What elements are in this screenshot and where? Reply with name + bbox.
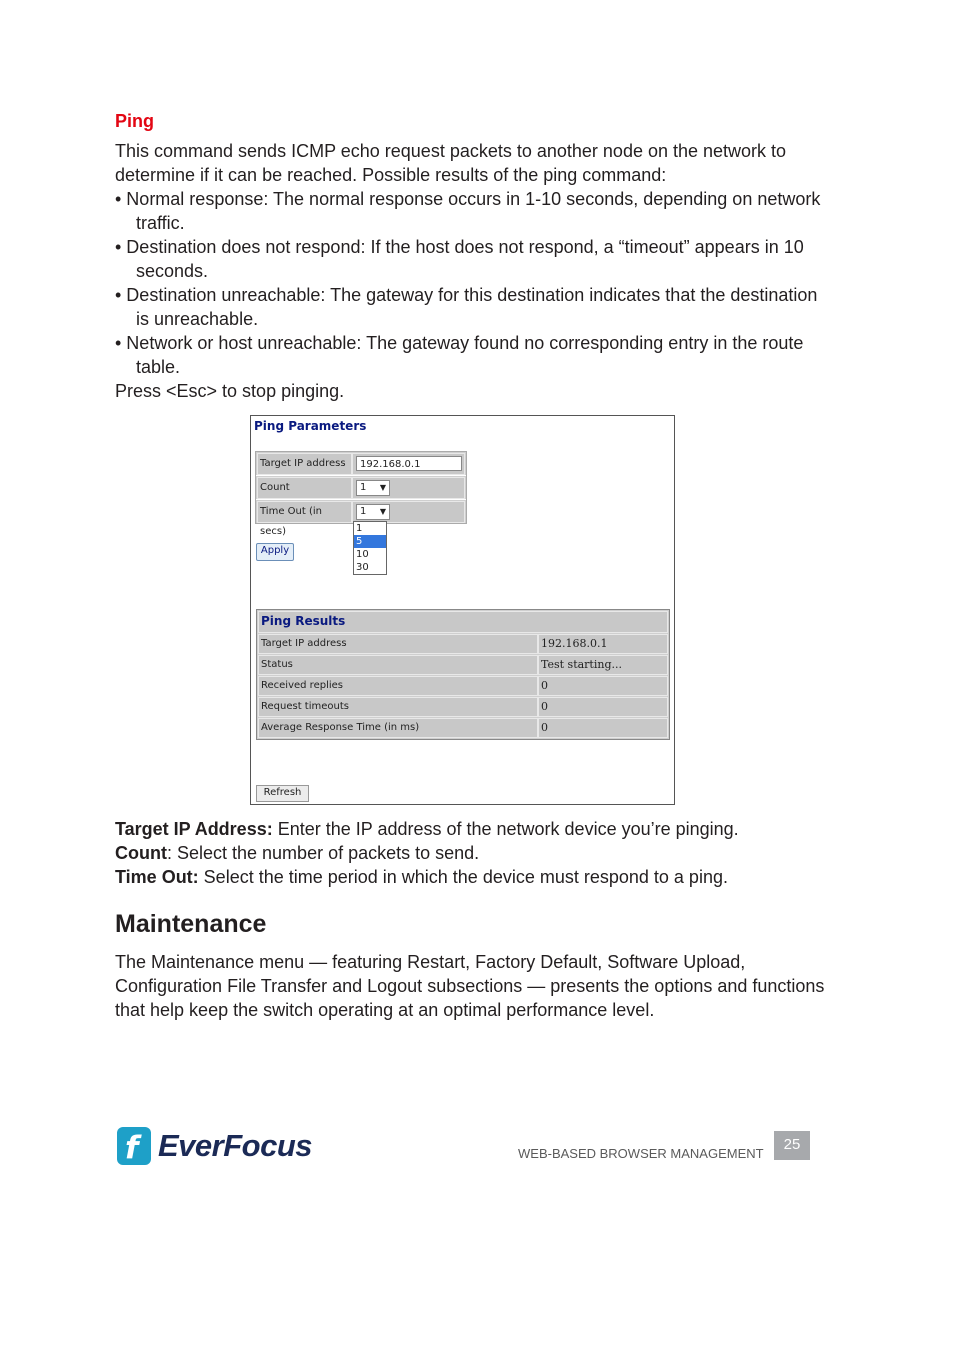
result-value: 192.168.0.1 (538, 634, 668, 654)
timeout-label: Time Out (in secs) (257, 501, 352, 523)
target-ip-definition (115, 817, 835, 841)
maintenance-heading: Maintenance (115, 910, 267, 938)
list-item: • Normal response: The normal response occurs in 1-10 seconds, depending on network traffic. (115, 189, 821, 233)
brand-name: EverFocus (158, 1128, 313, 1163)
ping-screenshot-panel (250, 415, 675, 805)
timeout-definition (115, 865, 835, 889)
table-row (258, 718, 668, 738)
dropdown-option[interactable]: 10 (356, 549, 369, 560)
table-row (258, 634, 668, 654)
definition-term: Count (115, 843, 167, 863)
timeout-dropdown-list (353, 521, 387, 575)
dropdown-option-highlighted[interactable]: 5 (354, 535, 386, 548)
list-item: • Network or host unreachable: The gateway found no corresponding entry in the route table. (115, 333, 804, 377)
definition-term: Target IP Address: (115, 819, 273, 839)
ping-results-title: Ping Results (258, 611, 668, 633)
maintenance-text: The Maintenance menu — featuring Restart, Factory Default, Software Upload, Configuration File Transfer and Logout subsections — presents the options and functions that help keep the switch operating at an optimal performance level. (115, 952, 825, 1020)
definition-text: Enter the IP address of the network device you’re pinging. (272, 819, 739, 839)
chevron-down-icon: ▼ (379, 483, 386, 492)
refresh-button[interactable]: Refresh (256, 785, 309, 802)
ping-results-list (115, 187, 835, 379)
result-value: 0 (538, 676, 668, 696)
result-label: Received replies (258, 676, 538, 696)
table-row (258, 676, 668, 696)
footer-section-label: WEB-BASED BROWSER MANAGEMENT (518, 1146, 764, 1161)
count-row (256, 476, 466, 500)
target-ip-label: Target IP address (257, 453, 352, 475)
list-item: • Destination unreachable: The gateway for this destination indicates that the destination is unreachable. (115, 285, 818, 329)
count-cell (352, 477, 465, 499)
count-select-value: 1 (360, 482, 367, 493)
field-definitions (115, 817, 835, 889)
definition-text: Select the time period in which the device must respond to a ping. (198, 867, 728, 887)
count-definition (115, 841, 835, 865)
ping-intro: This command sends ICMP echo request packets to another node on the network to determine if it can be reached. Possible results of the ping command: (115, 141, 787, 185)
press-esc-note: Press <Esc> to stop pinging. (115, 381, 345, 401)
timeout-select-value: 1 (360, 506, 367, 517)
list-item: • Destination does not respond: If the host does not respond, a “timeout” appears in 10 seconds. (115, 237, 804, 281)
everfocus-logo-icon: f (117, 1127, 151, 1165)
count-select[interactable] (356, 480, 390, 496)
result-label: Average Response Time (in ms) (258, 718, 538, 738)
definition-text: : Select the number of packets to send. (166, 843, 480, 863)
ping-results-table (256, 609, 670, 740)
count-label: Count (257, 477, 352, 499)
chevron-down-icon: ▼ (379, 507, 386, 516)
timeout-cell (352, 501, 465, 523)
table-row (258, 697, 668, 717)
table-row (258, 655, 668, 675)
dropdown-option[interactable]: 30 (356, 562, 369, 573)
ping-heading: Ping (115, 111, 154, 131)
result-value: 0 (538, 697, 668, 717)
timeout-select[interactable] (356, 504, 390, 520)
result-label: Target IP address (258, 634, 538, 654)
target-ip-row (256, 452, 466, 476)
result-label: Request timeouts (258, 697, 538, 717)
timeout-row (256, 500, 466, 537)
dropdown-option[interactable]: 1 (356, 523, 363, 534)
result-label: Status (258, 655, 538, 675)
result-value: Test starting... (538, 655, 668, 675)
apply-button[interactable]: Apply (256, 543, 294, 561)
ping-parameters-table (255, 451, 467, 537)
result-value: 0 (538, 718, 668, 738)
definition-term: Time Out: (115, 867, 199, 887)
target-ip-cell (352, 453, 465, 475)
page-number: 25 (774, 1131, 810, 1160)
ping-parameters-title: Ping Parameters (254, 419, 367, 433)
target-ip-input[interactable]: 192.168.0.1 (356, 456, 462, 471)
